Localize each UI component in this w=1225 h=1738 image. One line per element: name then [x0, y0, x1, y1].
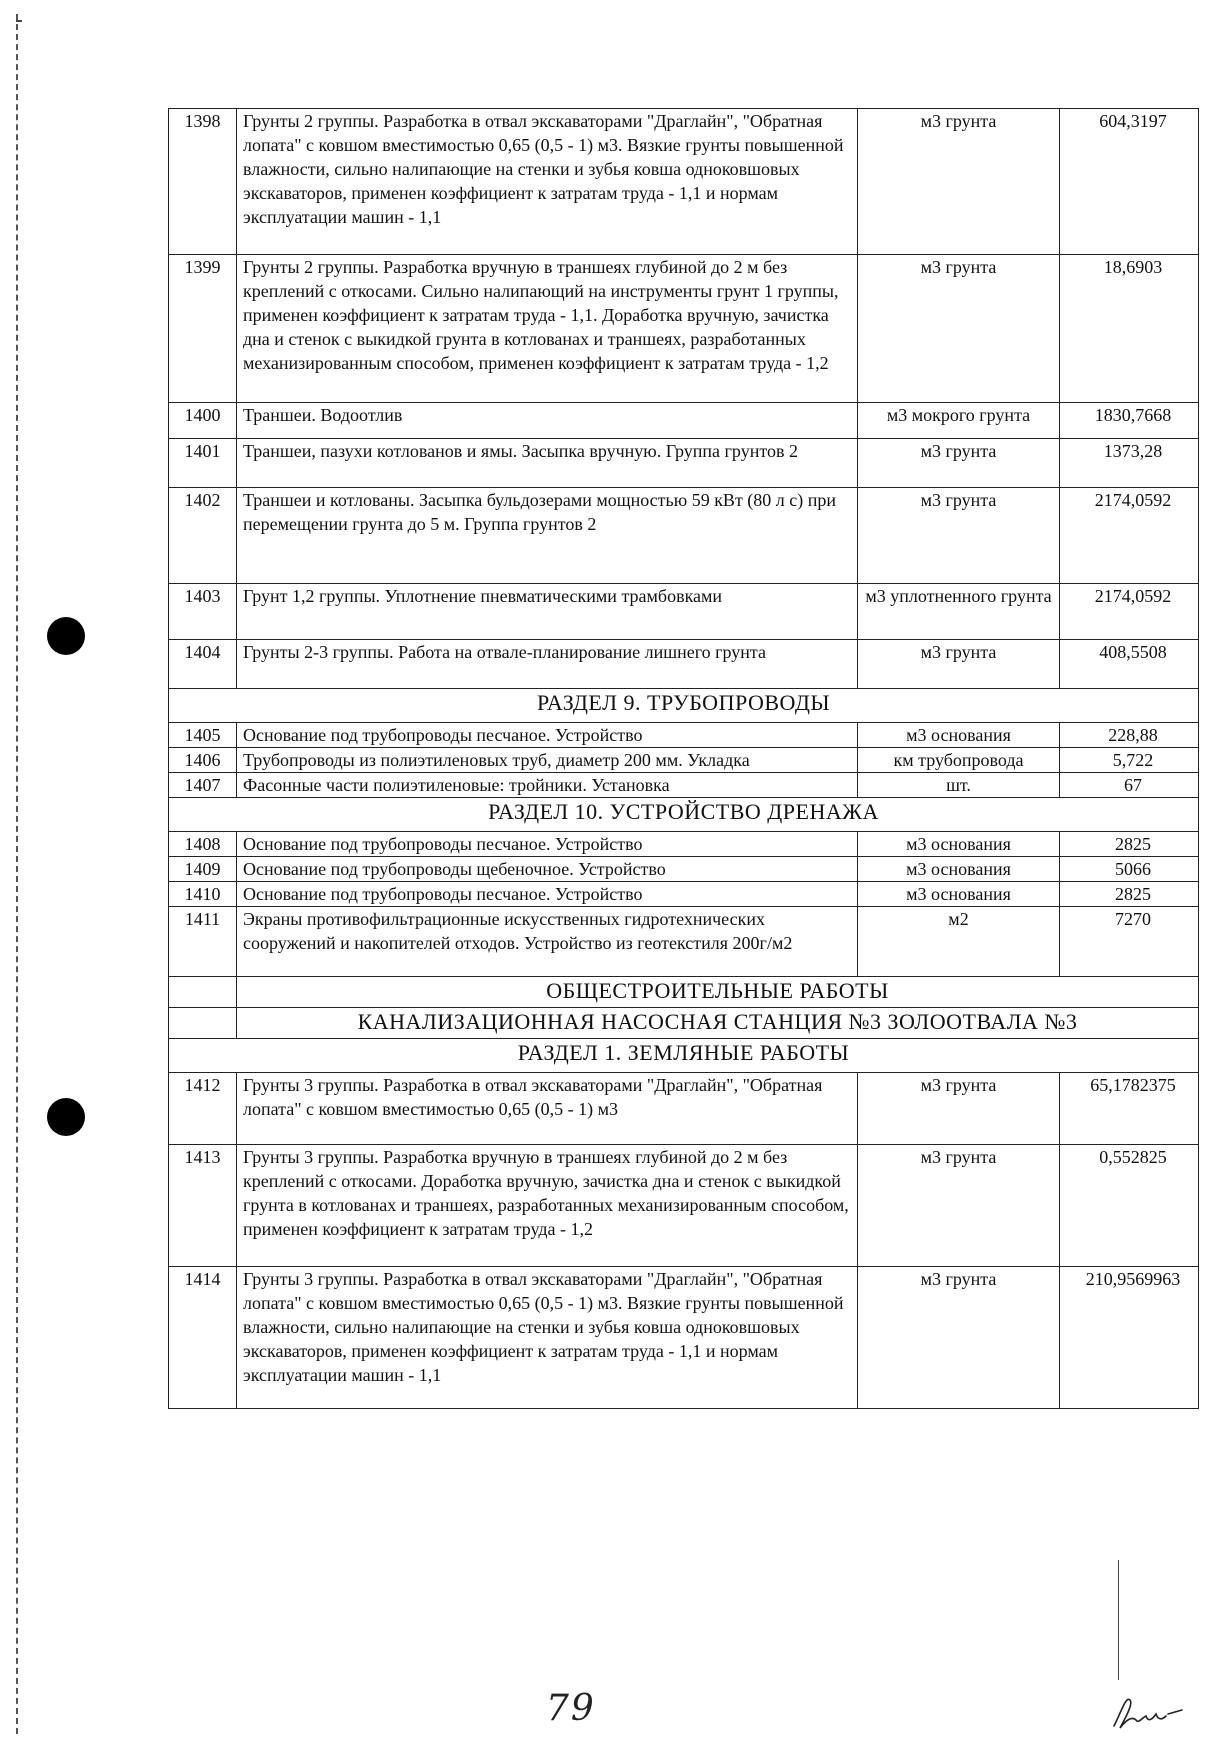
work-description: Траншеи. Водоотлив: [237, 403, 858, 439]
table-row: [169, 255, 1199, 403]
quantity: 0,552825: [1060, 1145, 1199, 1267]
unit-of-measure: м3 основания: [858, 857, 1060, 882]
table-row: [169, 640, 1199, 689]
unit-of-measure: м3 грунта: [858, 109, 1060, 255]
unit-of-measure: м3 грунта: [858, 1073, 1060, 1145]
heading-blank-cell: [169, 977, 237, 1008]
unit-of-measure: м2: [858, 907, 1060, 977]
work-description: Основание под трубопроводы песчаное. Устройство: [237, 723, 858, 748]
heading-title: ОБЩЕСТРОИТЕЛЬНЫЕ РАБОТЫ: [237, 977, 1199, 1008]
work-description: Грунты 3 группы. Разработка в отвал экскаваторами "Драглайн", "Обратная лопата" с ковшом вместимостью 0,65 (0,5 - 1) м3. Вязкие грунты повышенной влажности, сильно налипающие на стенки и зубья ковша одноковшовых экскаваторов, применен коэффициент к затратам труда - 1,1 и нормам эксплуатации машин - 1,1: [237, 1267, 858, 1409]
item-number: 1404: [169, 640, 237, 689]
quantity: 2825: [1060, 882, 1199, 907]
section-title: РАЗДЕЛ 9. ТРУБОПРОВОДЫ: [169, 689, 1199, 723]
heading-row: [169, 1008, 1199, 1039]
item-number: 1408: [169, 832, 237, 857]
table-row: [169, 1073, 1199, 1145]
table-row: [169, 723, 1199, 748]
table-row: [169, 748, 1199, 773]
heading-row: [169, 977, 1199, 1008]
quantity: 5,722: [1060, 748, 1199, 773]
work-description: Траншеи и котлованы. Засыпка бульдозерами мощностью 59 кВт (80 л с) при перемещении грунта до 5 м. Группа грунтов 2: [237, 488, 858, 584]
quantity: 1830,7668: [1060, 403, 1199, 439]
unit-of-measure: км трубопровода: [858, 748, 1060, 773]
work-description: Грунты 2 группы. Разработка вручную в траншеях глубиной до 2 м без креплений с откосами. Сильно налипающий на инструменты грунт 1 группы, применен коэффициент к затратам труда - 1,1. Доработка вручную, зачистка дна и стенок с выкидкой грунта в котлованах и траншеях, разработанных механизированным способом, применен коэффициент к затратам труда - 1,2: [237, 255, 858, 403]
item-number: 1398: [169, 109, 237, 255]
work-description: Основание под трубопроводы песчаное. Устройство: [237, 882, 858, 907]
quantity: 2825: [1060, 832, 1199, 857]
heading-blank-cell: [169, 1008, 237, 1039]
item-number: 1413: [169, 1145, 237, 1267]
item-number: 1411: [169, 907, 237, 977]
quantity: 228,88: [1060, 723, 1199, 748]
margin-rule: [1118, 1560, 1119, 1680]
heading-title: КАНАЛИЗАЦИОННАЯ НАСОСНАЯ СТАНЦИЯ №3 ЗОЛООТВАЛА №3: [237, 1008, 1199, 1039]
section-row: [169, 798, 1199, 832]
table-row: [169, 882, 1199, 907]
work-description: Грунт 1,2 группы. Уплотнение пневматическими трамбовками: [237, 584, 858, 640]
item-number: 1409: [169, 857, 237, 882]
works-table-body: [169, 109, 1199, 1409]
table-row: [169, 773, 1199, 798]
quantity: 65,1782375: [1060, 1073, 1199, 1145]
item-number: 1406: [169, 748, 237, 773]
section-row: [169, 689, 1199, 723]
quantity: 18,6903: [1060, 255, 1199, 403]
work-description: Грунты 2 группы. Разработка в отвал экскаваторами "Драглайн", "Обратная лопата" с ковшом вместимостью 0,65 (0,5 - 1) м3. Вязкие грунты повышенной влажности, сильно налипающие на стенки и зубья ковша одноковшовых экскаваторов, применен коэффициент к затратам труда - 1,1 и нормам эксплуатации машин - 1,1: [237, 109, 858, 255]
work-description: Фасонные части полиэтиленовые: тройники. Установка: [237, 773, 858, 798]
binder-hole: [47, 617, 85, 655]
table-row: [169, 403, 1199, 439]
section-title: РАЗДЕЛ 10. УСТРОЙСТВО ДРЕНАЖА: [169, 798, 1199, 832]
item-number: 1400: [169, 403, 237, 439]
work-description: Траншеи, пазухи котлованов и ямы. Засыпка вручную. Группа грунтов 2: [237, 439, 858, 488]
section-row: [169, 1039, 1199, 1073]
quantity: 67: [1060, 773, 1199, 798]
unit-of-measure: м3 основания: [858, 723, 1060, 748]
table-row: [169, 1267, 1199, 1409]
scan-edge-mark: [16, 20, 22, 22]
work-description: Трубопроводы из полиэтиленовых труб, диаметр 200 мм. Укладка: [237, 748, 858, 773]
unit-of-measure: м3 грунта: [858, 1145, 1060, 1267]
work-description: Грунты 3 группы. Разработка вручную в траншеях глубиной до 2 м без креплений с откосами. Доработка вручную, зачистка дна и стенок с выкидкой грунта в котлованах и траншеях, разработанных механизированным способом, применен коэффициент к затратам труда - 1,2: [237, 1145, 858, 1267]
unit-of-measure: м3 грунта: [858, 488, 1060, 584]
work-description: Основание под трубопроводы щебеночное. Устройство: [237, 857, 858, 882]
quantity: 408,5508: [1060, 640, 1199, 689]
quantity: 2174,0592: [1060, 488, 1199, 584]
binder-hole: [47, 1098, 85, 1136]
quantity: 5066: [1060, 857, 1199, 882]
quantity: 7270: [1060, 907, 1199, 977]
work-description: Экраны противофильтрационные искусственных гидротехнических сооружений и накопителей отходов. Устройство из геотекстиля 200г/м2: [237, 907, 858, 977]
unit-of-measure: м3 грунта: [858, 255, 1060, 403]
table-row: [169, 488, 1199, 584]
unit-of-measure: м3 грунта: [858, 1267, 1060, 1409]
table-row: [169, 1145, 1199, 1267]
signature-mark: [1108, 1690, 1188, 1734]
table-row: [169, 109, 1199, 255]
item-number: 1399: [169, 255, 237, 403]
table-row: [169, 439, 1199, 488]
unit-of-measure: м3 мокрого грунта: [858, 403, 1060, 439]
item-number: 1410: [169, 882, 237, 907]
unit-of-measure: м3 грунта: [858, 439, 1060, 488]
item-number: 1405: [169, 723, 237, 748]
item-number: 1403: [169, 584, 237, 640]
item-number: 1401: [169, 439, 237, 488]
quantity: 2174,0592: [1060, 584, 1199, 640]
item-number: 1412: [169, 1073, 237, 1145]
table-row: [169, 832, 1199, 857]
scan-left-edge: [16, 14, 18, 1734]
table-row: [169, 584, 1199, 640]
works-table: [168, 108, 1199, 1409]
page-number: 79: [546, 1688, 596, 1729]
section-title: РАЗДЕЛ 1. ЗЕМЛЯНЫЕ РАБОТЫ: [169, 1039, 1199, 1073]
quantity: 604,3197: [1060, 109, 1199, 255]
work-description: Основание под трубопроводы песчаное. Устройство: [237, 832, 858, 857]
unit-of-measure: м3 уплотненного грунта: [858, 584, 1060, 640]
table-row: [169, 907, 1199, 977]
item-number: 1414: [169, 1267, 237, 1409]
unit-of-measure: м3 основания: [858, 882, 1060, 907]
item-number: 1402: [169, 488, 237, 584]
table-row: [169, 857, 1199, 882]
unit-of-measure: шт.: [858, 773, 1060, 798]
unit-of-measure: м3 грунта: [858, 640, 1060, 689]
work-description: Грунты 2-3 группы. Работа на отвале-планирование лишнего грунта: [237, 640, 858, 689]
quantity: 1373,28: [1060, 439, 1199, 488]
quantity: 210,9569963: [1060, 1267, 1199, 1409]
work-description: Грунты 3 группы. Разработка в отвал экскаваторами "Драглайн", "Обратная лопата" с ковшом вместимостью 0,65 (0,5 - 1) м3: [237, 1073, 858, 1145]
unit-of-measure: м3 основания: [858, 832, 1060, 857]
item-number: 1407: [169, 773, 237, 798]
